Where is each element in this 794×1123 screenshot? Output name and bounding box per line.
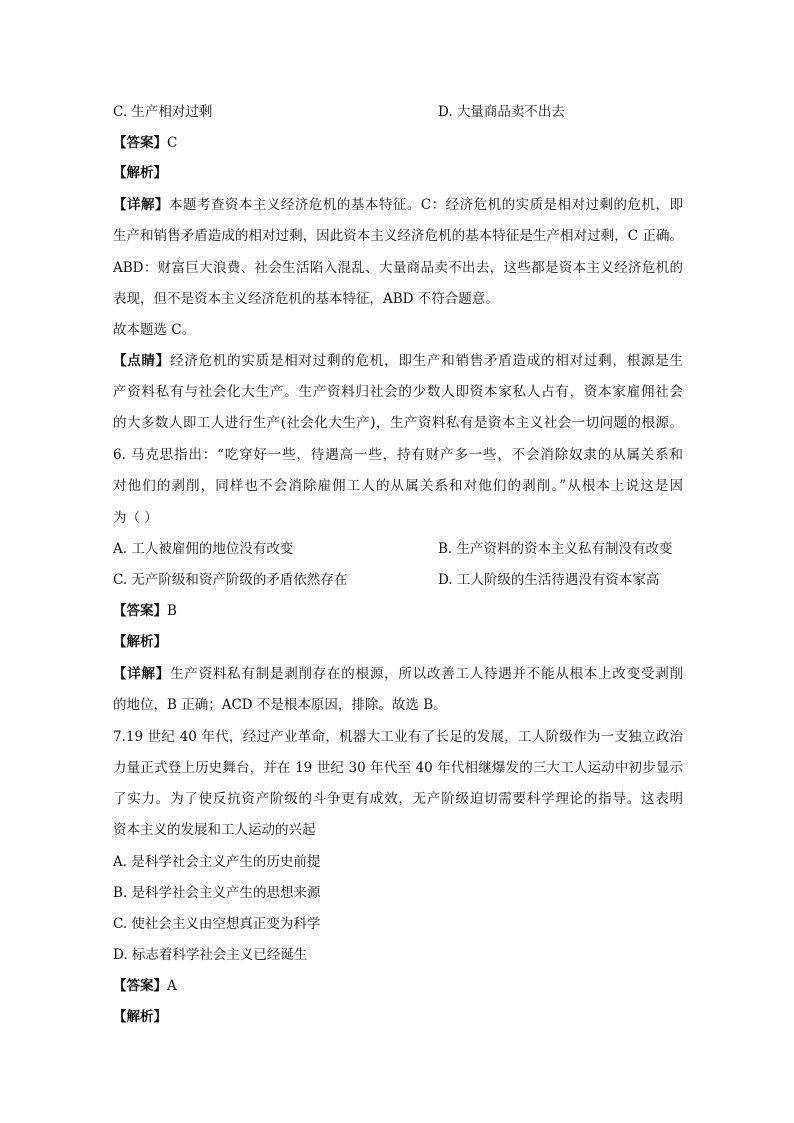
q5-tip-line-3: 的大多数人即工人进行生产(社会化大生产)，生产资料私有是资本主义社会一切问题的根源。: [113, 415, 683, 431]
tip-label: 【点睛】: [113, 353, 171, 369]
q6-option-b: B. 生产资料的资本主义私有制没有改变: [438, 541, 673, 557]
q5-detail-line-3: ABD：财富巨大浪费、社会生活陷入混乱、大量商品卖不出去，这些都是资本主义经济危机的: [113, 260, 683, 276]
q7-stem-line-1: 7.19 世纪 40 年代，经过产业革命，机器大工业有了长足的发展，工人阶级作为一支独立政治: [113, 729, 683, 745]
q5-analysis-label: 【解析】: [113, 165, 167, 181]
q7-option-b: B. 是科学社会主义产生的思想来源: [113, 885, 321, 901]
tip-text: 经济危机的实质是相对过剩的危机，即生产和销售矛盾造成的相对过剩，根源是生: [170, 353, 683, 369]
q6-option-a: A. 工人被雇佣的地位没有改变: [113, 541, 294, 557]
answer-label: 【答案】: [113, 603, 167, 619]
q7-option-c: C. 使社会主义由空想真正变为科学: [113, 916, 321, 932]
q5-option-d: D. 大量商品卖不出去: [438, 104, 565, 120]
q5-tip-line-1: [113, 351, 683, 371]
q5-detail-line-2: 生产和销售矛盾造成的相对过剩，因此资本主义经济危机的基本特征是生产相对过剩，C 正确。: [113, 228, 683, 244]
q7-stem-line-4: 资本主义的发展和工人运动的兴起: [113, 822, 316, 838]
answer-value: B: [167, 603, 177, 619]
detail-label: 【详解】: [113, 666, 171, 682]
q7-analysis-label: 【解析】: [113, 1009, 167, 1025]
q6-answer: [113, 601, 683, 621]
detail-text: 生产资料私有制是剥削存在的根源，所以改善工人待遇并不能从根本上改变受剥削: [170, 666, 683, 682]
answer-label: 【答案】: [113, 135, 167, 151]
detail-text: 本题考查资本主义经济危机的基本特征。C：经济危机的实质是相对过剩的危机，即: [168, 197, 683, 213]
detail-label: 【详解】: [113, 197, 169, 213]
q5-option-c: C. 生产相对过剩: [113, 104, 213, 120]
q7-option-d: D. 标志着科学社会主义已经诞生: [113, 947, 308, 963]
q6-stem-line-2: 对他们的剥削，同样也不会消除雇佣工人的从属关系和对他们的剥削。”从根本上说这是因: [113, 478, 683, 494]
q6-detail-line-1: [113, 664, 683, 684]
q6-option-d: D. 工人阶级的生活待遇没有资本家高: [438, 572, 660, 588]
q6-option-c: C. 无产阶级和资产阶级的矛盾依然存在: [113, 572, 348, 588]
q7-option-a: A. 是科学社会主义产生的历史前提: [113, 854, 321, 870]
q5-detail-line-1: [113, 195, 683, 215]
q7-stem-line-2: 力量正式登上历史舞台，并在 19 世纪 30 年代至 40 年代相继爆发的三大工人运动中初步显示: [113, 760, 683, 776]
answer-value: A: [167, 978, 177, 994]
q7-answer: [113, 976, 683, 996]
q5-detail-line-4: 表现，但不是资本主义经济危机的基本特征，ABD 不符合题意。: [113, 291, 499, 307]
q5-answer: [113, 133, 683, 153]
answer-value: C: [167, 135, 178, 151]
q5-tip-line-2: 产资料私有与社会化大生产。生产资料归社会的少数人即资本家私人占有，资本家雇佣社会: [113, 384, 683, 400]
answer-label: 【答案】: [113, 978, 167, 994]
q5-conclusion: 故本题选 C。: [113, 322, 196, 338]
q6-detail-line-2: 的地位，B 正确；ACD 不是根本原因，排除。故选 B。: [113, 697, 447, 713]
q6-stem-line-3: 为（ ）: [113, 510, 158, 526]
q6-stem-line-1: 6. 马克思指出：“吃穿好一些，待遇高一些，持有财产多一些，不会消除奴隶的从属关系和: [113, 447, 683, 463]
q6-analysis-label: 【解析】: [113, 634, 167, 650]
q7-stem-line-3: 了实力。为了使反抗资产阶级的斗争更有成效，无产阶级迫切需要科学理论的指导。这表明: [113, 791, 683, 807]
